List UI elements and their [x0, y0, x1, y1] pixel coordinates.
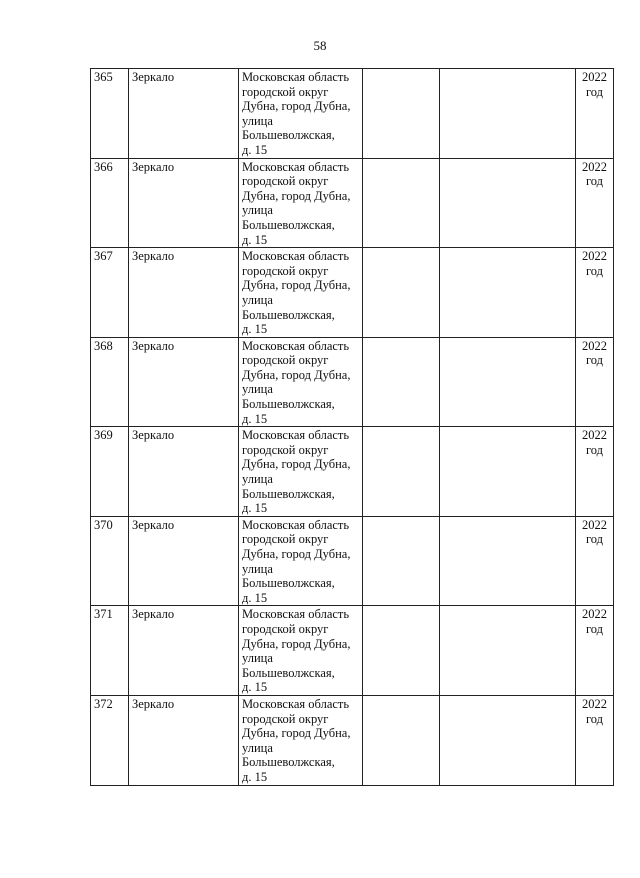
empty-cell-4	[363, 69, 440, 159]
year-word: год	[585, 532, 604, 547]
year-value: 2022	[582, 696, 607, 711]
empty-cell-5	[440, 158, 576, 248]
year-value: 2022	[582, 338, 607, 353]
item-name: Зеркало	[129, 606, 239, 696]
item-address: Московская область городской округ Дубна, город Дубна, улица Большеволжская, д. 15	[239, 158, 363, 248]
table-row	[91, 248, 614, 338]
year-cell	[576, 606, 614, 696]
table-row	[91, 69, 614, 159]
empty-cell-4	[363, 606, 440, 696]
item-address: Московская область городской округ Дубна, город Дубна, улица Большеволжская, д. 15	[239, 606, 363, 696]
item-address: Московская область городской округ Дубна, город Дубна, улица Большеволжская, д. 15	[239, 69, 363, 159]
item-name: Зеркало	[129, 695, 239, 785]
empty-cell-5	[440, 695, 576, 785]
item-name: Зеркало	[129, 516, 239, 606]
table-row	[91, 695, 614, 785]
empty-cell-5	[440, 69, 576, 159]
row-number: 370	[91, 516, 129, 606]
item-address: Московская область городской округ Дубна, город Дубна, улица Большеволжская, д. 15	[239, 695, 363, 785]
empty-cell-4	[363, 695, 440, 785]
table-row	[91, 516, 614, 606]
empty-cell-5	[440, 248, 576, 338]
year-cell	[576, 427, 614, 517]
empty-cell-4	[363, 158, 440, 248]
year-value: 2022	[582, 249, 607, 264]
row-number: 365	[91, 69, 129, 159]
year-cell	[576, 337, 614, 427]
year-value: 2022	[582, 607, 607, 622]
row-number: 369	[91, 427, 129, 517]
empty-cell-5	[440, 516, 576, 606]
table-row	[91, 606, 614, 696]
page-number: 58	[313, 38, 327, 53]
registry-table-body	[91, 69, 614, 786]
year-word: год	[585, 174, 604, 189]
empty-cell-5	[440, 606, 576, 696]
year-value: 2022	[582, 159, 607, 174]
table-row	[91, 158, 614, 248]
year-cell	[576, 158, 614, 248]
year-cell	[576, 248, 614, 338]
row-number: 368	[91, 337, 129, 427]
empty-cell-4	[363, 516, 440, 606]
item-address: Московская область городской округ Дубна, город Дубна, улица Большеволжская, д. 15	[239, 337, 363, 427]
table-row	[91, 427, 614, 517]
row-number: 367	[91, 248, 129, 338]
empty-cell-4	[363, 337, 440, 427]
year-word: год	[585, 621, 604, 636]
row-number: 366	[91, 158, 129, 248]
year-word: год	[585, 442, 604, 457]
item-name: Зеркало	[129, 248, 239, 338]
registry-table	[90, 68, 614, 786]
empty-cell-4	[363, 427, 440, 517]
year-value: 2022	[582, 517, 607, 532]
item-name: Зеркало	[129, 337, 239, 427]
row-number: 371	[91, 606, 129, 696]
year-word: год	[585, 263, 604, 278]
year-cell	[576, 695, 614, 785]
item-address: Московская область городской округ Дубна, город Дубна, улица Большеволжская, д. 15	[239, 427, 363, 517]
item-address: Московская область городской округ Дубна, город Дубна, улица Большеволжская, д. 15	[239, 516, 363, 606]
item-name: Зеркало	[129, 69, 239, 159]
empty-cell-4	[363, 248, 440, 338]
year-cell	[576, 69, 614, 159]
year-word: год	[585, 353, 604, 368]
item-name: Зеркало	[129, 158, 239, 248]
empty-cell-5	[440, 427, 576, 517]
empty-cell-5	[440, 337, 576, 427]
item-name: Зеркало	[129, 427, 239, 517]
year-value: 2022	[582, 428, 607, 443]
table-row	[91, 337, 614, 427]
year-value: 2022	[582, 70, 607, 84]
year-word: год	[585, 84, 604, 99]
row-number: 372	[91, 695, 129, 785]
item-address: Московская область городской округ Дубна, город Дубна, улица Большеволжская, д. 15	[239, 248, 363, 338]
year-word: год	[585, 711, 604, 726]
year-cell	[576, 516, 614, 606]
